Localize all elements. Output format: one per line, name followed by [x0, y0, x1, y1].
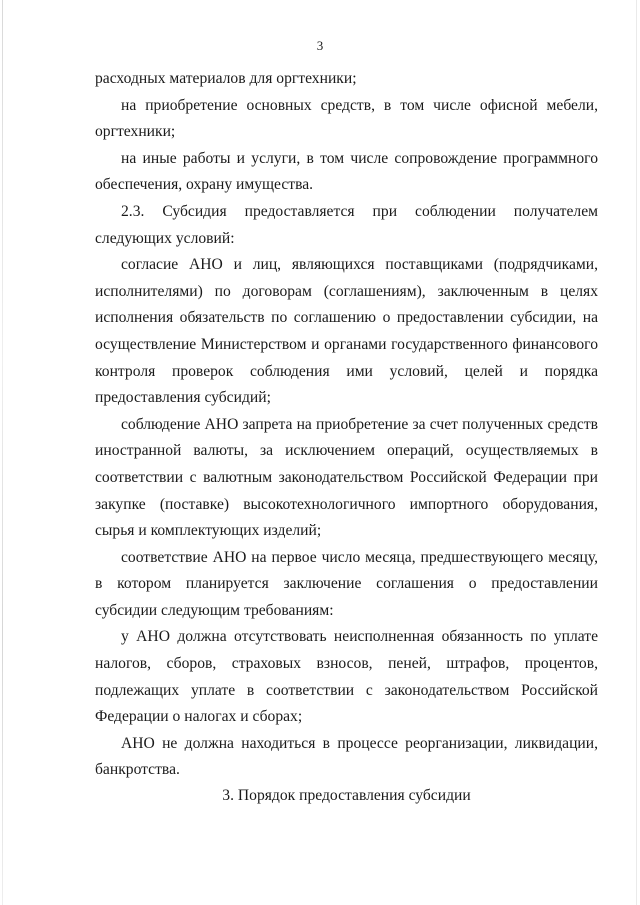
- paragraph: на приобретение основных средств, в том числе офисной мебели, оргтехники;: [95, 96, 598, 141]
- paragraph: на иные работы и услуги, в том числе сопровождение программного обеспечения, охрану имущества.: [95, 149, 598, 194]
- paragraph: соответствие АНО на первое число месяца, предшествующего месяцу, в котором планируется заключение соглашения о предоставлении субсидии следующим требованиям:: [95, 548, 598, 619]
- section-heading: 3. Порядок предоставления субсидии: [222, 787, 471, 804]
- page-number: 3: [316, 38, 324, 53]
- clause-2-3: 2.3. Субсидия предоставляется при соблюдении получателем следующих условий:: [95, 202, 598, 247]
- paragraph: соблюдение АНО запрета на приобретение за счет полученных средств иностранной валюты, за исключением операций, осуществляемых в соответствии с валютным законодательством Российской Федерации при закупке (поставке) высокотехнологичного импортного оборудования, сырья и комплектующих изделий;: [95, 415, 598, 540]
- scan-edge-left: [2, 0, 3, 905]
- paragraph: согласие АНО и лиц, являющихся поставщиками (подрядчиками, исполнителями) по договорам (соглашениям), заключенным в целях исполнения обязательств по соглашению о предоставлении субсидии, на осуществление Министерством и органами государственного финансового контроля проверок соблюдения ими условий, целей и порядка предоставления субсидий;: [95, 256, 598, 407]
- paragraph: у АНО должна отсутствовать неисполненная обязанность по уплате налогов, сборов, страховых взносов, пеней, штрафов, процентов, подлежащих уплате в соответствии с законодательством Российской Федерации о налогах и сборах;: [95, 628, 598, 726]
- paragraph: АНО не должна находиться в процессе реорганизации, ликвидации, банкротства.: [95, 734, 598, 779]
- scan-edge-right: [636, 0, 637, 905]
- body-text: [95, 66, 598, 784]
- paragraph-continuation: расходных материалов для оргтехники;: [95, 70, 357, 87]
